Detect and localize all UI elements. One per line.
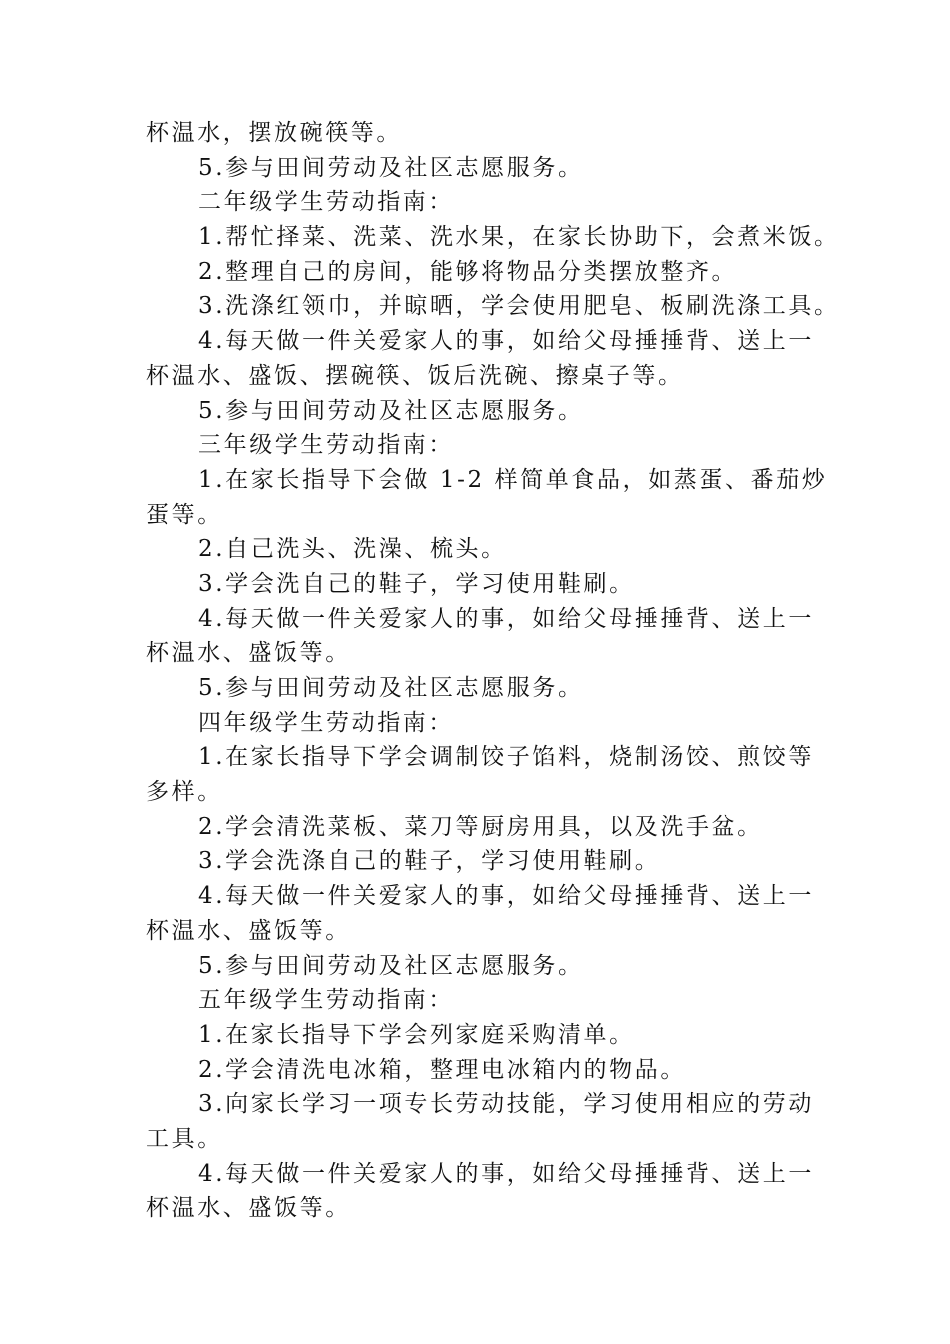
text-line: 5.参与田间劳动及社区志愿服务。 — [198, 154, 584, 181]
text-line: 4.每天做一件关爱家人的事，如给父母捶捶背、送上一 — [198, 883, 814, 910]
text-line: 杯温水、盛饭等。 — [146, 917, 351, 944]
text-line: 蛋等。 — [146, 501, 223, 528]
text-line: 杯温水、盛饭等。 — [146, 640, 351, 667]
text-line: 3.学会洗涤自己的鞋子，学习使用鞋刷。 — [198, 848, 661, 875]
text-line: 杯温水，摆放碗筷等。 — [146, 120, 402, 146]
text-line: 1.帮忙择菜、洗菜、洗水果，在家长协助下，会煮米饭。 — [198, 224, 840, 251]
text-line: 五年级学生劳动指南： — [198, 987, 454, 1014]
text-line: 5.参与田间劳动及社区志愿服务。 — [198, 397, 584, 424]
text-line: 杯温水、盛饭等。 — [146, 1195, 351, 1222]
text-line: 5.参与田间劳动及社区志愿服务。 — [198, 952, 584, 979]
text-line: 1.在家长指导下学会列家庭采购清单。 — [198, 1021, 635, 1048]
text-line: 3.学会洗自己的鞋子，学习使用鞋刷。 — [198, 570, 635, 597]
text-line: 3.洗涤红领巾，并晾晒，学会使用肥皂、板刷洗涤工具。 — [198, 293, 840, 320]
text-line: 2.学会清洗电冰箱，整理电冰箱内的物品。 — [198, 1056, 686, 1083]
text-line: 四年级学生劳动指南： — [198, 709, 454, 736]
text-line: 1.在家长指导下学会调制饺子馅料，烧制汤饺、煎饺等 — [198, 744, 814, 771]
text-line: 2.学会清洗菜板、菜刀等厨房用具，以及洗手盆。 — [198, 813, 763, 840]
text-line: 二年级学生劳动指南： — [198, 189, 454, 216]
text-line: 2.自己洗头、洗澡、梳头。 — [198, 536, 507, 563]
text-line: 工具。 — [146, 1125, 223, 1152]
text-line: 4.每天做一件关爱家人的事，如给父母捶捶背、送上一 — [198, 1160, 814, 1187]
text-line: 三年级学生劳动指南： — [198, 432, 454, 459]
text-line: 多样。 — [146, 779, 223, 806]
text-line: 3.向家长学习一项专长劳动技能，学习使用相应的劳动 — [198, 1091, 814, 1118]
text-line: 4.每天做一件关爱家人的事，如给父母捶捶背、送上一 — [198, 605, 814, 632]
text-line: 杯温水、盛饭、摆碗筷、饭后洗碗、擦桌子等。 — [146, 362, 684, 389]
document-body — [146, 116, 840, 1226]
text-line: 1.在家长指导下会做 1-2 样简单食品，如蒸蛋、番茄炒 — [198, 466, 828, 493]
text-line: 2.整理自己的房间，能够将物品分类摆放整齐。 — [198, 258, 738, 285]
text-line: 4.每天做一件关爱家人的事，如给父母捶捶背、送上一 — [198, 328, 814, 355]
text-line: 5.参与田间劳动及社区志愿服务。 — [198, 675, 584, 701]
